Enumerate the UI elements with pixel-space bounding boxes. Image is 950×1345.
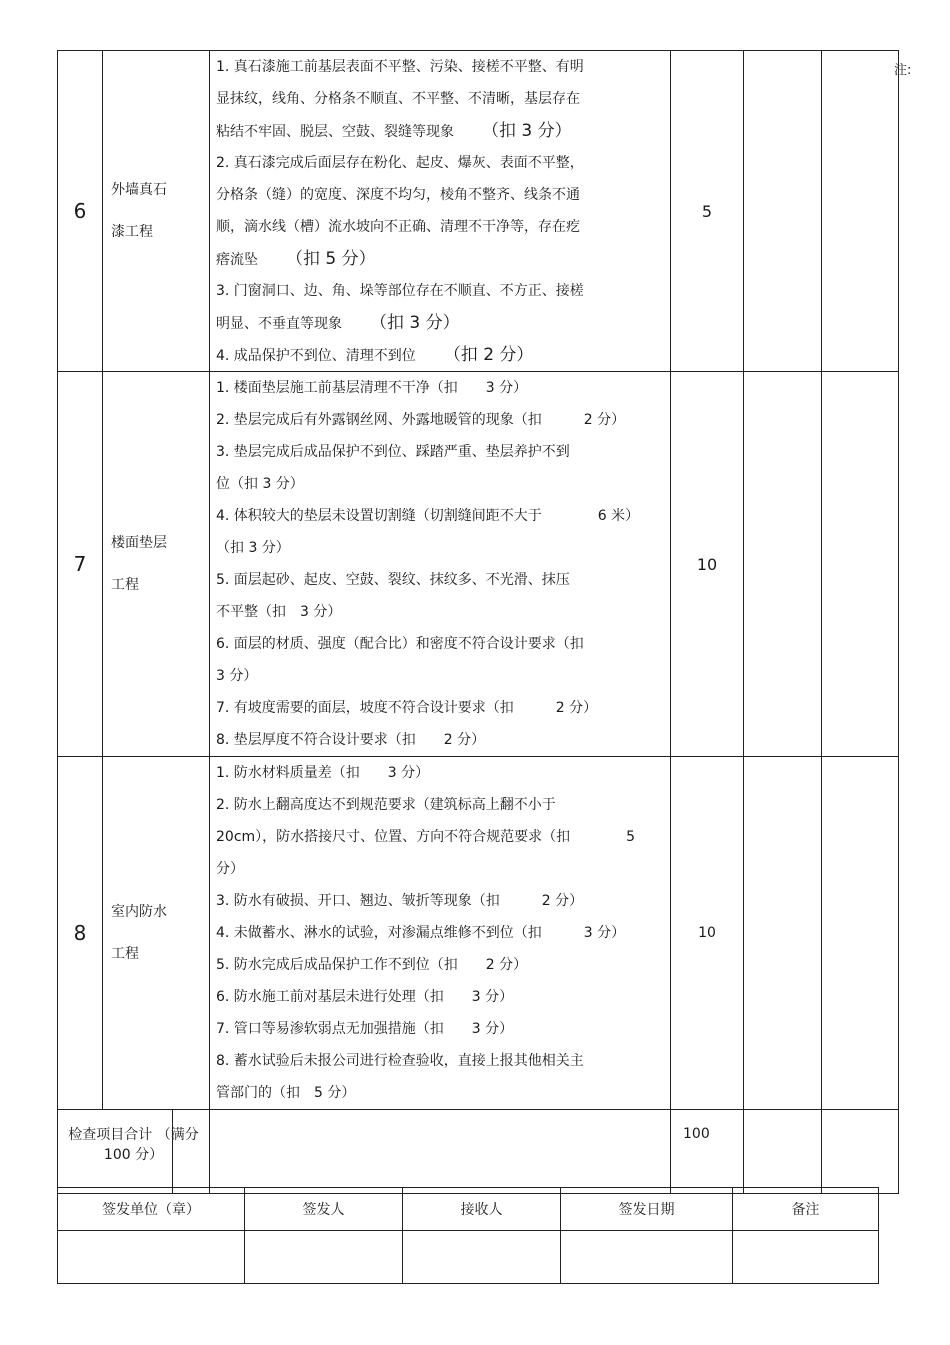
criteria-text: 4. 未做蓄水、淋水的试验，对渗漏点维修不到位（扣 3 分） (216, 925, 626, 941)
criteria-line (216, 532, 666, 564)
criteria-text: 位（扣 3 分） (216, 476, 304, 492)
item-name-cell (103, 372, 210, 757)
criteria-line (216, 51, 666, 83)
deduction-text: （扣 5 分） (286, 249, 376, 269)
criteria-text: 3. 垫层完成后成品保护不到位、踩踏严重、垫层养护不到 (216, 444, 570, 460)
actual-score-cell[interactable] (744, 51, 822, 372)
sign-issuer-cell[interactable] (245, 1231, 403, 1284)
deduction-text: （扣 2 分） (443, 345, 534, 365)
criteria-text: 2. 防水上翻高度达不到规范要求（建筑标高上翻不小于 (216, 797, 556, 813)
criteria-text: 粘结不牢固、脱层、空鼓、裂缝等现象 (216, 124, 454, 140)
inspection-table (57, 50, 899, 1194)
criteria-line (216, 853, 666, 885)
sign-input-row (58, 1231, 879, 1284)
deduction-text: （扣 3 分） (370, 313, 460, 333)
sign-header-date: 签发日期 (561, 1188, 733, 1231)
criteria-line (216, 789, 666, 821)
item-name-cell (103, 757, 210, 1110)
remark-cell[interactable] (822, 372, 899, 757)
criteria-text: 瘩流坠 (216, 252, 258, 268)
criteria-cell (210, 757, 671, 1110)
item-name-line: 外墙真石 (111, 182, 167, 198)
criteria-line (216, 692, 666, 724)
criteria-text: 顺，滴水线（槽）流水坡向不正确、清理不干净等，存在疙 (216, 219, 580, 235)
summary-cell-a (744, 1110, 822, 1194)
criteria-text: 1. 防水材料质量差（扣 3 分） (216, 765, 430, 781)
deduction-text: （扣 3 分） (482, 121, 572, 141)
item-name-line: 工程 (111, 946, 139, 962)
criteria-line (216, 628, 666, 660)
table-row (58, 757, 899, 1110)
criteria-text: 2. 垫层完成后有外露钢丝网、外露地暖管的现象（扣 2 分） (216, 412, 626, 428)
item-score: 10 (671, 372, 744, 757)
item-name-line: 漆工程 (111, 224, 153, 240)
criteria-text: 分） (216, 861, 244, 877)
criteria-text: 管部门的（扣 5 分） (216, 1085, 356, 1101)
criteria-text: （扣 3 分） (216, 540, 290, 556)
sign-header-unit: 签发单位（章） (58, 1188, 245, 1231)
sign-header-issuer: 签发人 (245, 1188, 403, 1231)
criteria-line (216, 1013, 666, 1045)
item-number: 6 (58, 51, 103, 372)
table-row (58, 51, 899, 372)
criteria-line (216, 917, 666, 949)
criteria-line (216, 564, 666, 596)
criteria-line (216, 307, 666, 339)
criteria-line (216, 179, 666, 211)
criteria-text: 8. 垫层厚度不符合设计要求（扣 2 分） (216, 732, 486, 748)
criteria-line (216, 981, 666, 1013)
criteria-text: 不平整（扣 3 分） (216, 604, 342, 620)
item-name-line: 室内防水 (111, 904, 167, 920)
criteria-text: 1. 楼面垫层施工前基层清理不干净（扣 3 分） (216, 380, 528, 396)
item-score: 10 (671, 757, 744, 1110)
criteria-cell (210, 51, 671, 372)
item-number: 7 (58, 372, 103, 757)
item-number: 8 (58, 757, 103, 1110)
criteria-line (216, 147, 666, 179)
criteria-text: 5. 面层起砂、起皮、空鼓、裂纹、抹纹多、不光滑、抹压 (216, 572, 570, 588)
criteria-line (216, 211, 666, 243)
item-name-line: 楼面垫层 (111, 535, 167, 551)
sign-remark-cell[interactable] (733, 1231, 879, 1284)
summary-blank-cell (210, 1110, 671, 1194)
criteria-text: 明显、不垂直等现象 (216, 316, 342, 332)
summary-label: 检查项目合计 （满分 100 分） (68, 1127, 199, 1163)
criteria-line (216, 243, 666, 275)
criteria-line (216, 596, 666, 628)
criteria-text: 6. 防水施工前对基层未进行处理（扣 3 分） (216, 989, 514, 1005)
criteria-line (216, 1077, 666, 1109)
criteria-line (216, 115, 666, 147)
criteria-text: 4. 体积较大的垫层未设置切割缝（切割缝间距不大于 6 米） (216, 508, 640, 524)
criteria-text: 7. 有坡度需要的面层，坡度不符合设计要求（扣 2 分） (216, 700, 598, 716)
criteria-text: 8. 蓄水试验后未报公司进行检查验收，直接上报其他相关主 (216, 1053, 584, 1069)
criteria-line (216, 468, 666, 500)
criteria-text: 3 分） (216, 668, 258, 684)
criteria-text: 20cm），防水搭接尺寸、位置、方向不符合规范要求（扣 5 (216, 829, 636, 845)
criteria-line (216, 885, 666, 917)
remark-cell[interactable] (822, 51, 899, 372)
summary-row (58, 1110, 899, 1194)
summary-score: 100 (683, 1126, 710, 1142)
criteria-line (216, 372, 666, 404)
sign-table (57, 1187, 879, 1284)
note-label: 注: (894, 63, 912, 78)
criteria-text: 3. 门窗洞口、边、角、垛等部位存在不顺直、不方正、接槎 (216, 283, 584, 299)
sign-header-receiver: 接收人 (403, 1188, 561, 1231)
criteria-line (216, 83, 666, 115)
criteria-text: 7. 管口等易渗软弱点无加强措施（扣 3 分） (216, 1021, 514, 1037)
summary-score-cell (671, 1110, 744, 1194)
sign-unit-cell[interactable] (58, 1231, 245, 1284)
criteria-text: 4. 成品保护不到位、清理不到位 (216, 348, 416, 364)
criteria-line (216, 757, 666, 789)
item-score: 5 (671, 51, 744, 372)
criteria-line (216, 821, 666, 853)
criteria-text: 1. 真石漆施工前基层表面不平整、污染、接槎不平整、有明 (216, 59, 584, 75)
criteria-line (216, 339, 666, 371)
summary-label-cell (58, 1110, 210, 1194)
sign-header-remark: 备注 (733, 1188, 879, 1231)
criteria-text: 5. 防水完成后成品保护工作不到位（扣 2 分） (216, 957, 528, 973)
table-row (58, 372, 899, 757)
criteria-cell (210, 372, 671, 757)
sign-receiver-cell[interactable] (403, 1231, 561, 1284)
sign-date-cell[interactable] (561, 1231, 733, 1284)
criteria-line (216, 1045, 666, 1077)
item-name-line: 工程 (111, 577, 139, 593)
criteria-line (216, 275, 666, 307)
criteria-text: 3. 防水有破损、开口、翘边、皱折等现象（扣 2 分） (216, 893, 584, 909)
item-name-cell (103, 51, 210, 372)
criteria-text: 显抹纹，线角、分格条不顺直、不平整、不清晰，基层存在 (216, 91, 580, 107)
criteria-line (216, 949, 666, 981)
criteria-line (216, 404, 666, 436)
criteria-line (216, 500, 666, 532)
criteria-text: 2. 真石漆完成后面层存在粉化、起皮、爆灰、表面不平整， (216, 155, 584, 171)
remark-cell[interactable] (822, 757, 899, 1110)
sign-header-row (58, 1188, 879, 1231)
criteria-line (216, 436, 666, 468)
criteria-text: 分格条（缝）的宽度、深度不均匀，棱角不整齐、线条不通 (216, 187, 580, 203)
actual-score-cell[interactable] (744, 757, 822, 1110)
actual-score-cell[interactable] (744, 372, 822, 757)
criteria-line (216, 660, 666, 692)
summary-cell-b (822, 1110, 899, 1194)
criteria-line (216, 724, 666, 756)
criteria-text: 6. 面层的材质、强度（配合比）和密度不符合设计要求（扣 (216, 636, 584, 652)
